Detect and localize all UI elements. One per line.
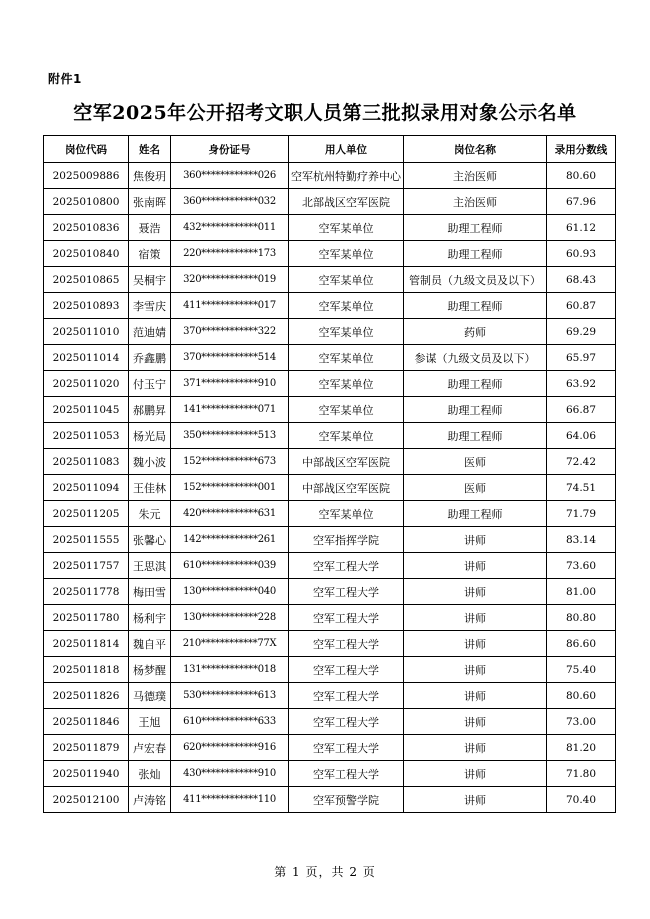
cell-employer: 空军某单位 [289,319,404,345]
cell-name: 焦俊玥 [129,163,171,189]
cell-position-code: 2025011014 [44,345,129,371]
cell-employer: 空军工程大学 [289,761,404,787]
cell-position-title: 主治医师 [404,189,547,215]
cell-name: 杨光局 [129,423,171,449]
cell-position-code: 2025010865 [44,267,129,293]
cell-position-title: 讲师 [404,605,547,631]
cell-position-title: 助理工程师 [404,241,547,267]
cell-score: 68.43 [547,267,616,293]
cell-score: 83.14 [547,527,616,553]
cell-name: 宿策 [129,241,171,267]
cell-score: 71.80 [547,761,616,787]
table-row [44,423,616,449]
cell-employer: 空军工程大学 [289,709,404,735]
cell-name: 朱元 [129,501,171,527]
cell-score: 63.92 [547,371,616,397]
cell-position-title: 讲师 [404,657,547,683]
cell-name: 王旭 [129,709,171,735]
cell-score: 65.97 [547,345,616,371]
cell-employer: 空军工程大学 [289,735,404,761]
cell-employer: 北部战区空军医院 [289,189,404,215]
cell-employer: 空军某单位 [289,267,404,293]
cell-id-number: 430************910 [171,761,289,787]
cell-position-title: 讲师 [404,735,547,761]
cell-position-title: 助理工程师 [404,293,547,319]
table-row [44,449,616,475]
cell-position-title: 医师 [404,475,547,501]
cell-position-title: 主治医师 [404,163,547,189]
cell-score: 74.51 [547,475,616,501]
cell-id-number: 610************039 [171,553,289,579]
cell-position-title: 助理工程师 [404,397,547,423]
cell-position-title: 讲师 [404,709,547,735]
cell-id-number: 152************001 [171,475,289,501]
cell-name: 乔鑫鹏 [129,345,171,371]
cell-employer: 空军某单位 [289,397,404,423]
cell-id-number: 530************613 [171,683,289,709]
table-row [44,293,616,319]
cell-id-number: 411************110 [171,787,289,813]
cell-name: 范迪婧 [129,319,171,345]
cell-position-code: 2025011818 [44,657,129,683]
cell-position-code: 2025011846 [44,709,129,735]
cell-position-code: 2025011094 [44,475,129,501]
cell-employer: 空军杭州特勤疗养中心 [289,163,404,189]
cell-position-code: 2025010840 [44,241,129,267]
cell-name: 张灿 [129,761,171,787]
cell-position-title: 讲师 [404,683,547,709]
cell-position-title: 医师 [404,449,547,475]
cell-name: 梅田雪 [129,579,171,605]
cell-id-number: 130************228 [171,605,289,631]
cell-name: 王思淇 [129,553,171,579]
cell-id-number: 152************673 [171,449,289,475]
table-row [44,267,616,293]
cell-name: 杨梦醒 [129,657,171,683]
table-row [44,683,616,709]
roster-table [43,135,616,813]
cell-id-number: 411************017 [171,293,289,319]
header-position-code: 岗位代码 [44,136,129,163]
cell-name: 张馨心 [129,527,171,553]
cell-id-number: 371************910 [171,371,289,397]
table-row [44,371,616,397]
cell-name: 李雪庆 [129,293,171,319]
cell-score: 66.87 [547,397,616,423]
cell-employer: 空军工程大学 [289,631,404,657]
cell-employer: 中部战区空军医院 [289,449,404,475]
cell-name: 吴桐宇 [129,267,171,293]
header-employer: 用人单位 [289,136,404,163]
cell-id-number: 360************026 [171,163,289,189]
cell-id-number: 432************011 [171,215,289,241]
cell-employer: 空军某单位 [289,241,404,267]
cell-employer: 空军某单位 [289,293,404,319]
cell-employer: 空军某单位 [289,371,404,397]
table-row [44,579,616,605]
cell-position-title: 管制员（九级文员及以下） [404,267,547,293]
table-row [44,735,616,761]
header-score: 录用分数线 [547,136,616,163]
cell-employer: 空军工程大学 [289,657,404,683]
cell-employer: 空军某单位 [289,215,404,241]
table-row [44,189,616,215]
cell-name: 张南晖 [129,189,171,215]
cell-id-number: 420************631 [171,501,289,527]
cell-employer: 空军某单位 [289,345,404,371]
cell-employer: 中部战区空军医院 [289,475,404,501]
cell-position-title: 讲师 [404,553,547,579]
cell-id-number: 320************019 [171,267,289,293]
cell-position-code: 2025011826 [44,683,129,709]
cell-name: 聂浩 [129,215,171,241]
cell-id-number: 210************77X [171,631,289,657]
cell-employer: 空军指挥学院 [289,527,404,553]
cell-position-code: 2025011053 [44,423,129,449]
cell-position-code: 2025010836 [44,215,129,241]
header-position-title: 岗位名称 [404,136,547,163]
table-row [44,657,616,683]
cell-position-code: 2025010800 [44,189,129,215]
cell-id-number: 370************514 [171,345,289,371]
cell-position-title: 助理工程师 [404,423,547,449]
document-title: 空军2025年公开招考文职人员第三批拟录用对象公示名单 [73,102,577,124]
cell-position-title: 讲师 [404,579,547,605]
table-row [44,397,616,423]
cell-score: 71.79 [547,501,616,527]
cell-position-title: 讲师 [404,761,547,787]
cell-position-code: 2025010893 [44,293,129,319]
cell-employer: 空军工程大学 [289,605,404,631]
cell-score: 70.40 [547,787,616,813]
cell-position-code: 2025011555 [44,527,129,553]
cell-position-code: 2025011083 [44,449,129,475]
cell-score: 72.42 [547,449,616,475]
cell-id-number: 142************261 [171,527,289,553]
cell-score: 80.60 [547,163,616,189]
table-row [44,709,616,735]
cell-position-code: 2025011205 [44,501,129,527]
cell-score: 73.00 [547,709,616,735]
cell-position-title: 助理工程师 [404,501,547,527]
cell-score: 81.00 [547,579,616,605]
cell-id-number: 220************173 [171,241,289,267]
cell-position-code: 2025011778 [44,579,129,605]
table-header-row [44,136,616,163]
cell-position-title: 讲师 [404,527,547,553]
cell-name: 王佳林 [129,475,171,501]
cell-position-code: 2025011780 [44,605,129,631]
cell-position-code: 2025011814 [44,631,129,657]
cell-name: 郝鹏昇 [129,397,171,423]
table-row [44,319,616,345]
cell-score: 75.40 [547,657,616,683]
cell-id-number: 610************633 [171,709,289,735]
cell-score: 61.12 [547,215,616,241]
header-name: 姓名 [129,136,171,163]
cell-score: 60.87 [547,293,616,319]
cell-position-code: 2025011879 [44,735,129,761]
attachment-label: 附件1 [48,72,82,86]
cell-employer: 空军工程大学 [289,553,404,579]
cell-position-code: 2025011010 [44,319,129,345]
table-row [44,553,616,579]
cell-position-title: 讲师 [404,787,547,813]
cell-score: 86.60 [547,631,616,657]
table-row [44,215,616,241]
cell-name: 卢涛铭 [129,787,171,813]
cell-score: 80.60 [547,683,616,709]
cell-score: 69.29 [547,319,616,345]
table-row [44,605,616,631]
cell-score: 81.20 [547,735,616,761]
cell-position-code: 2025009886 [44,163,129,189]
cell-employer: 空军工程大学 [289,579,404,605]
cell-employer: 空军某单位 [289,501,404,527]
table-row [44,501,616,527]
cell-position-title: 讲师 [404,631,547,657]
table-row [44,787,616,813]
cell-score: 60.93 [547,241,616,267]
cell-position-code: 2025011757 [44,553,129,579]
header-id-number: 身份证号 [171,136,289,163]
page-footer: 第 1 页，共 2 页 [274,865,376,879]
cell-position-code: 2025011940 [44,761,129,787]
cell-score: 67.96 [547,189,616,215]
cell-id-number: 131************018 [171,657,289,683]
table-row [44,163,616,189]
cell-position-title: 药师 [404,319,547,345]
cell-id-number: 360************032 [171,189,289,215]
cell-employer: 空军某单位 [289,423,404,449]
table-row [44,761,616,787]
table-row [44,631,616,657]
cell-position-title: 参谋（九级文员及以下） [404,345,547,371]
cell-score: 73.60 [547,553,616,579]
cell-name: 卢宏春 [129,735,171,761]
cell-name: 马德璞 [129,683,171,709]
cell-name: 杨利宇 [129,605,171,631]
cell-employer: 空军预警学院 [289,787,404,813]
cell-position-title: 助理工程师 [404,215,547,241]
cell-score: 80.80 [547,605,616,631]
cell-position-code: 2025011020 [44,371,129,397]
table-row [44,345,616,371]
table-row [44,475,616,501]
cell-id-number: 350************513 [171,423,289,449]
table-row [44,241,616,267]
cell-position-code: 2025012100 [44,787,129,813]
cell-employer: 空军工程大学 [289,683,404,709]
cell-position-title: 助理工程师 [404,371,547,397]
cell-name: 付玉宁 [129,371,171,397]
cell-id-number: 370************322 [171,319,289,345]
cell-position-code: 2025011045 [44,397,129,423]
table-row [44,527,616,553]
cell-score: 64.06 [547,423,616,449]
cell-id-number: 130************040 [171,579,289,605]
cell-name: 魏自平 [129,631,171,657]
cell-id-number: 141************071 [171,397,289,423]
cell-id-number: 620************916 [171,735,289,761]
cell-name: 魏小波 [129,449,171,475]
